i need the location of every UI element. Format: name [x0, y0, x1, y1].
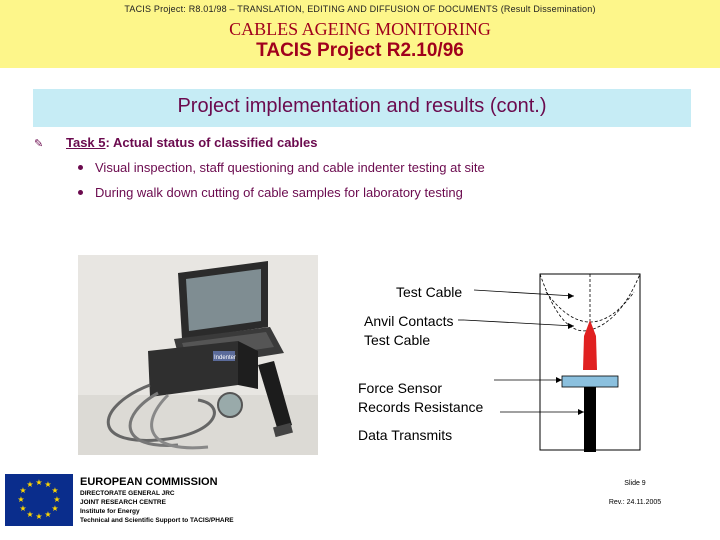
svg-text:★: ★ [19, 504, 27, 513]
revision-date: Rev.: 24.11.2005 [608, 499, 662, 506]
ec-title: EUROPEAN COMMISSION [80, 476, 218, 488]
ec-line: DIRECTORATE GENERAL JRC [80, 490, 175, 497]
svg-text:★: ★ [26, 510, 34, 519]
svg-text:★: ★ [51, 486, 59, 495]
bullet-item [78, 160, 485, 175]
pencil-icon: ✎ [34, 138, 44, 150]
ec-line: Technical and Scientific Support to TACIS/PHARE [80, 517, 234, 524]
task-link[interactable]: Task 5 [66, 135, 106, 150]
slide-title-bar [33, 89, 691, 127]
svg-text:★: ★ [44, 480, 52, 489]
eu-flag-logo [5, 474, 73, 526]
bullet-text: Visual inspection, staff questioning and cable indenter testing at site [95, 160, 485, 175]
bullet-icon [78, 190, 83, 195]
indenter-diagram [350, 272, 650, 452]
task-text: : Actual status of classified cables [105, 135, 318, 150]
indenter-label: Indenter [214, 355, 237, 361]
svg-text:★: ★ [35, 512, 43, 521]
svg-text:★: ★ [26, 480, 34, 489]
label-anvil-contacts: Anvil Contacts [364, 313, 454, 329]
task-heading [34, 135, 317, 150]
ec-line: JOINT RESEARCH CENTRE [80, 499, 166, 506]
label-data-transmits: Data Transmits [358, 427, 453, 443]
label-records-resistance: Records Resistance [358, 399, 484, 415]
slide-title: Project implementation and results (cont.) [177, 95, 547, 117]
label-test-cable: Test Cable [396, 284, 463, 300]
bullet-item [78, 185, 463, 200]
label-test-cable-2: Test Cable [364, 332, 431, 348]
header-banner [0, 0, 720, 68]
bullet-text: During walk down cutting of cable samples for laboratory testing [95, 185, 463, 200]
svg-text:★: ★ [51, 504, 59, 513]
document-subtitle: TACIS Project R2.10/96 [256, 40, 464, 61]
bullet-icon [78, 165, 83, 170]
label-force-sensor: Force Sensor [358, 380, 443, 396]
document-title: CABLES AGEING MONITORING [229, 19, 491, 39]
svg-text:★: ★ [53, 495, 61, 504]
svg-text:★: ★ [19, 486, 27, 495]
slide-number: Slide 9 [624, 480, 646, 487]
project-reference: TACIS Project: R8.01/98 – TRANSLATION, EDITING AND DIFFUSION OF DOCUMENTS (Result Dissemination) [124, 4, 596, 14]
svg-text:★: ★ [35, 478, 43, 487]
ec-line: Institute for Energy [80, 508, 140, 515]
svg-text:★: ★ [44, 510, 52, 519]
equipment-photo [78, 255, 318, 455]
svg-text:★: ★ [17, 495, 25, 504]
